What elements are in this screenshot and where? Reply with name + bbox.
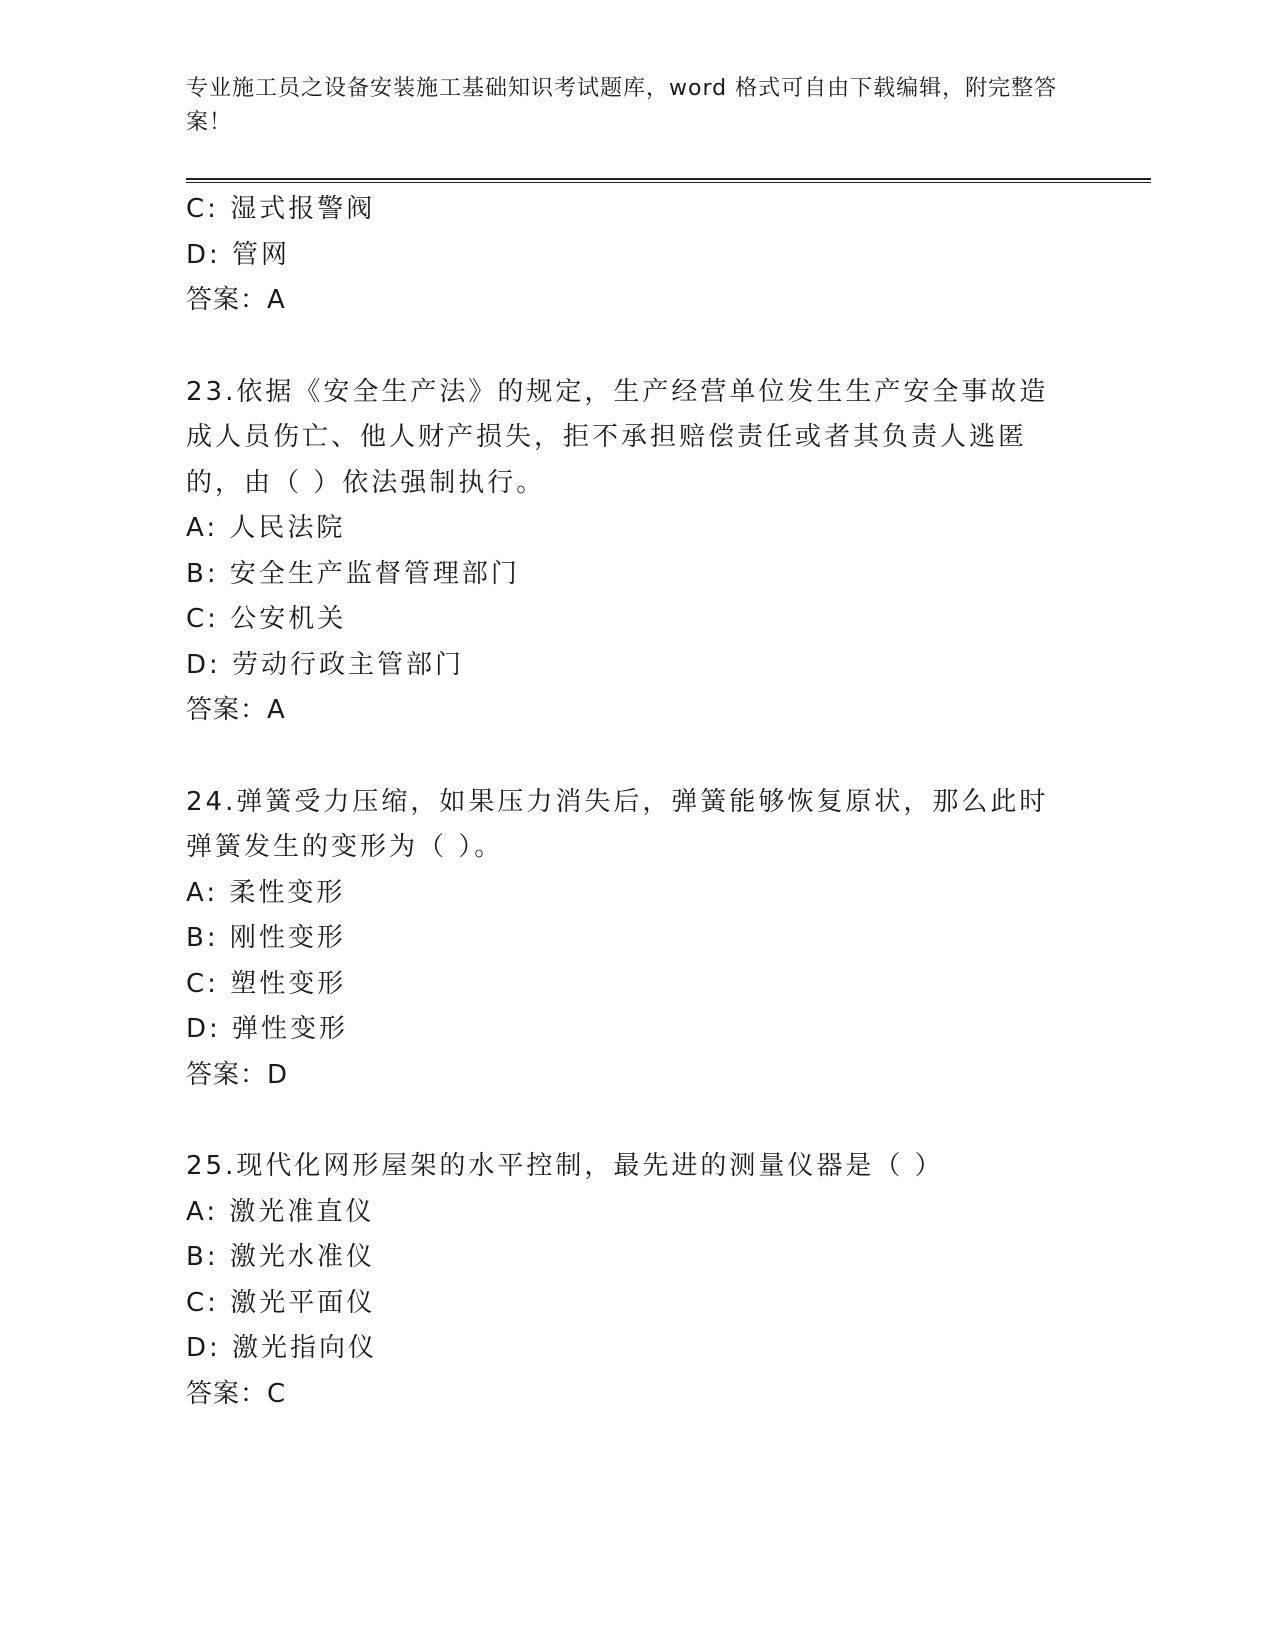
- option-b: [186, 552, 1086, 598]
- question-text: 25.现代化网形屋架的水平控制，最先进的测量仪器是（ ）: [186, 1151, 944, 1181]
- option-d: [186, 643, 1086, 689]
- answer-label: 答案：: [186, 1059, 268, 1090]
- option-text: 劳动行政主管部门: [232, 649, 465, 680]
- previous-question-tail: [186, 187, 1086, 324]
- option-letter: D:: [186, 1333, 221, 1363]
- option-b: [186, 916, 1086, 962]
- question-text: 24.弹簧受力压缩，如果压力消失后，弹簧能够恢复原状，那么此时弹簧发生的变形为（ ）。: [186, 786, 1049, 862]
- option-letter: D:: [186, 649, 221, 680]
- answer-line: [186, 688, 1086, 734]
- option-b: [186, 1235, 1086, 1281]
- option-text: 激光指向仪: [232, 1333, 378, 1363]
- option-text: 管网: [232, 239, 291, 270]
- answer-value: C: [267, 1378, 287, 1409]
- question-23: [186, 370, 1086, 734]
- option-d: [186, 233, 1086, 279]
- answer-value: A: [267, 695, 286, 725]
- option-letter: B:: [186, 558, 219, 589]
- option-letter: C:: [186, 1287, 219, 1318]
- option-c: [186, 1281, 1086, 1327]
- option-a: [186, 871, 1086, 917]
- option-c: [186, 187, 1086, 233]
- option-text: 刚性变形: [229, 923, 346, 953]
- option-text: 柔性变形: [229, 877, 346, 908]
- answer-line: [186, 278, 1086, 324]
- option-d: [186, 1007, 1086, 1053]
- option-a: [186, 1190, 1086, 1236]
- option-letter: A:: [186, 1196, 219, 1227]
- question-25: [186, 1144, 1086, 1417]
- option-text: 湿式报警阀: [230, 194, 376, 224]
- option-letter: B:: [186, 923, 219, 953]
- option-letter: C:: [186, 604, 219, 634]
- answer-value: D: [267, 1059, 289, 1090]
- option-text: 安全生产监督管理部门: [229, 558, 520, 589]
- answer-label: 答案：: [186, 695, 268, 725]
- option-letter: C:: [186, 194, 219, 224]
- option-text: 激光平面仪: [230, 1287, 376, 1318]
- option-text: 公安机关: [230, 604, 347, 634]
- header-divider-thick: [186, 178, 1151, 180]
- option-text: 激光准直仪: [229, 1196, 375, 1227]
- option-letter: A:: [186, 513, 219, 543]
- option-letter: C:: [186, 968, 219, 999]
- answer-line: [186, 1372, 1086, 1418]
- answer-value: A: [267, 285, 286, 315]
- option-letter: D:: [186, 1014, 221, 1044]
- option-letter: D:: [186, 239, 221, 270]
- answer-label: 答案：: [186, 1378, 268, 1409]
- answer-line: [186, 1053, 1086, 1099]
- option-d: [186, 1326, 1086, 1372]
- question-24: [186, 780, 1086, 1099]
- option-letter: A:: [186, 877, 219, 908]
- option-letter: B:: [186, 1242, 219, 1272]
- document-header: 专业施工员之设备安装施工基础知识考试题库，word 格式可自由下载编辑，附完整答案！: [186, 76, 1058, 135]
- question-list: [186, 187, 1086, 1417]
- option-text: 激光水准仪: [229, 1242, 375, 1272]
- option-text: 塑性变形: [230, 968, 347, 999]
- answer-label: 答案：: [186, 285, 268, 315]
- question-text: 23.依据《安全生产法》的规定，生产经营单位发生生产安全事故造成人员伤亡、他人财产损失，拒不承担赔偿责任或者其负责人逃匿的，由（ ）依法强制执行。: [186, 376, 1049, 498]
- option-a: [186, 506, 1086, 552]
- option-text: 弹性变形: [232, 1014, 349, 1044]
- option-text: 人民法院: [229, 513, 346, 543]
- option-c: [186, 597, 1086, 643]
- header-divider-thin: [186, 182, 1151, 183]
- option-c: [186, 962, 1086, 1008]
